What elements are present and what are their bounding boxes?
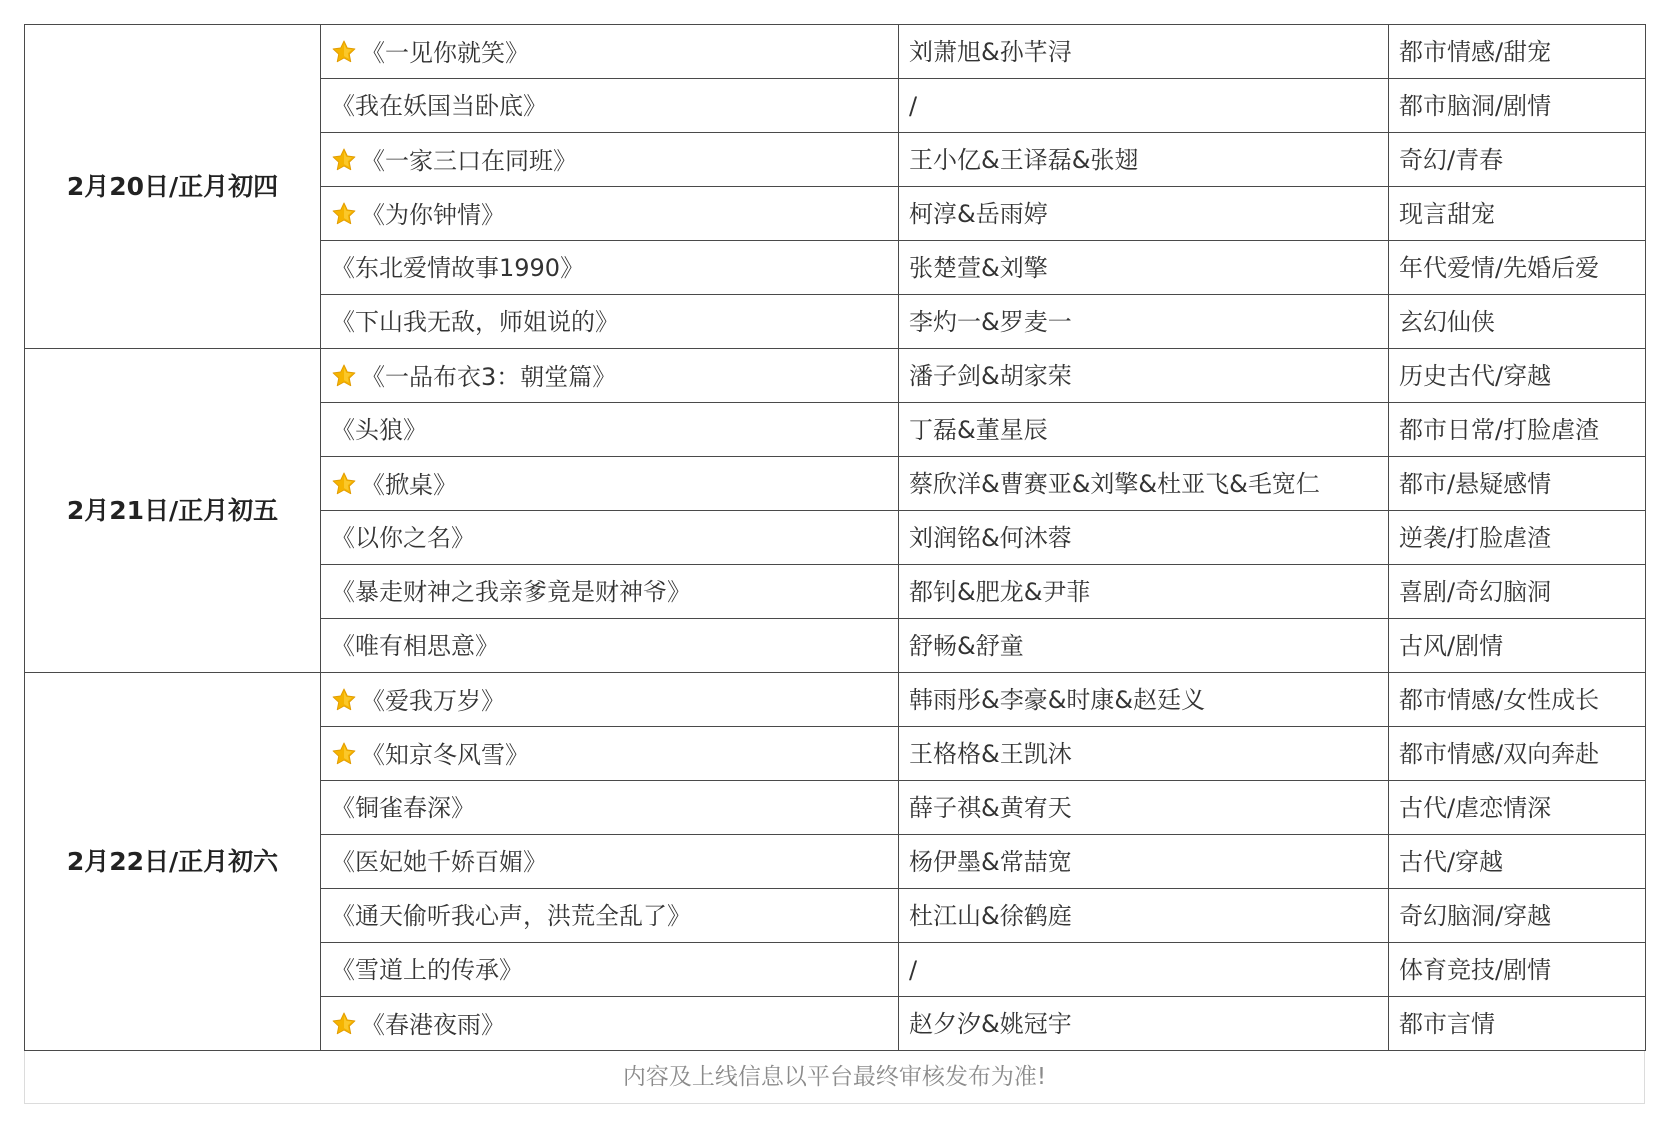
date-cell: 2月20日/正月初四 bbox=[25, 25, 321, 349]
cast-cell: 刘萧旭&孙芊浔 bbox=[899, 25, 1389, 79]
cast-cell: / bbox=[899, 943, 1389, 997]
genre-cell: 都市情感/甜宠 bbox=[1389, 25, 1646, 79]
title-text: 《为你钟情》 bbox=[361, 200, 505, 229]
title-text: 《以你之名》 bbox=[331, 523, 475, 552]
genre-cell: 古风/剧情 bbox=[1389, 619, 1646, 673]
star-icon bbox=[331, 201, 357, 227]
title-text: 《暴走财神之我亲爹竟是财神爷》 bbox=[331, 577, 691, 606]
title-text: 《下山我无敌，师姐说的》 bbox=[331, 307, 619, 336]
title-cell bbox=[321, 673, 899, 727]
title-cell bbox=[321, 619, 899, 673]
title-text: 《头狼》 bbox=[331, 415, 427, 444]
genre-cell: 历史古代/穿越 bbox=[1389, 349, 1646, 403]
title-text: 《我在妖国当卧底》 bbox=[331, 91, 547, 120]
cast-cell: / bbox=[899, 79, 1389, 133]
title-cell bbox=[321, 889, 899, 943]
title-cell bbox=[321, 295, 899, 349]
star-icon bbox=[331, 147, 357, 173]
genre-cell: 玄幻仙侠 bbox=[1389, 295, 1646, 349]
genre-cell: 体育竞技/剧情 bbox=[1389, 943, 1646, 997]
genre-cell: 都市/悬疑感情 bbox=[1389, 457, 1646, 511]
cast-cell: 韩雨彤&李豪&时康&赵廷义 bbox=[899, 673, 1389, 727]
genre-cell: 都市情感/双向奔赴 bbox=[1389, 727, 1646, 781]
footer-note: 内容及上线信息以平台最终审核发布为准! bbox=[24, 1051, 1645, 1104]
cast-cell: 蔡欣洋&曹赛亚&刘擎&杜亚飞&毛宽仁 bbox=[899, 457, 1389, 511]
genre-cell: 逆袭/打脸虐渣 bbox=[1389, 511, 1646, 565]
title-cell bbox=[321, 781, 899, 835]
genre-cell: 奇幻脑洞/穿越 bbox=[1389, 889, 1646, 943]
title-text: 《一见你就笑》 bbox=[361, 38, 529, 67]
title-text: 《唯有相思意》 bbox=[331, 631, 499, 660]
title-text: 《一品布衣3：朝堂篇》 bbox=[361, 362, 617, 391]
star-icon bbox=[331, 741, 357, 767]
title-text: 《爱我万岁》 bbox=[361, 686, 505, 715]
table-row bbox=[25, 349, 1646, 403]
cast-cell: 王格格&王凯沐 bbox=[899, 727, 1389, 781]
cast-cell: 杜江山&徐鹤庭 bbox=[899, 889, 1389, 943]
cast-cell: 都钊&肥龙&尹菲 bbox=[899, 565, 1389, 619]
title-cell bbox=[321, 187, 899, 241]
star-icon bbox=[331, 687, 357, 713]
cast-cell: 杨伊墨&常喆宽 bbox=[899, 835, 1389, 889]
cast-cell: 薛子祺&黄宥天 bbox=[899, 781, 1389, 835]
title-text: 《知京冬风雪》 bbox=[361, 740, 529, 769]
genre-cell: 都市言情 bbox=[1389, 997, 1646, 1051]
title-text: 《雪道上的传承》 bbox=[331, 955, 523, 984]
genre-cell: 都市情感/女性成长 bbox=[1389, 673, 1646, 727]
cast-cell: 赵夕汐&姚冠宇 bbox=[899, 997, 1389, 1051]
genre-cell: 古代/穿越 bbox=[1389, 835, 1646, 889]
title-cell bbox=[321, 349, 899, 403]
star-icon bbox=[331, 363, 357, 389]
title-text: 《掀桌》 bbox=[361, 470, 457, 499]
title-text: 《东北爱情故事1990》 bbox=[331, 253, 585, 282]
title-cell bbox=[321, 835, 899, 889]
date-cell: 2月22日/正月初六 bbox=[25, 673, 321, 1051]
title-cell bbox=[321, 565, 899, 619]
title-text: 《春港夜雨》 bbox=[361, 1010, 505, 1039]
date-cell: 2月21日/正月初五 bbox=[25, 349, 321, 673]
cast-cell: 刘润铭&何沐蓉 bbox=[899, 511, 1389, 565]
schedule-table bbox=[24, 24, 1646, 1051]
title-text: 《一家三口在同班》 bbox=[361, 146, 577, 175]
title-cell bbox=[321, 727, 899, 781]
cast-cell: 张楚萱&刘擎 bbox=[899, 241, 1389, 295]
star-icon bbox=[331, 1011, 357, 1037]
genre-cell: 奇幻/青春 bbox=[1389, 133, 1646, 187]
title-text: 《通天偷听我心声，洪荒全乱了》 bbox=[331, 901, 691, 930]
title-cell bbox=[321, 403, 899, 457]
genre-cell: 现言甜宠 bbox=[1389, 187, 1646, 241]
title-cell bbox=[321, 511, 899, 565]
title-cell bbox=[321, 25, 899, 79]
cast-cell: 舒畅&舒童 bbox=[899, 619, 1389, 673]
title-text: 《铜雀春深》 bbox=[331, 793, 475, 822]
title-cell bbox=[321, 79, 899, 133]
table-row bbox=[25, 673, 1646, 727]
cast-cell: 潘子剑&胡家荣 bbox=[899, 349, 1389, 403]
schedule-body bbox=[25, 25, 1646, 1051]
genre-cell: 喜剧/奇幻脑洞 bbox=[1389, 565, 1646, 619]
title-cell bbox=[321, 943, 899, 997]
title-cell bbox=[321, 997, 899, 1051]
title-cell bbox=[321, 241, 899, 295]
star-icon bbox=[331, 39, 357, 65]
genre-cell: 都市日常/打脸虐渣 bbox=[1389, 403, 1646, 457]
star-icon bbox=[331, 471, 357, 497]
title-cell bbox=[321, 457, 899, 511]
table-row bbox=[25, 25, 1646, 79]
cast-cell: 丁磊&董星辰 bbox=[899, 403, 1389, 457]
cast-cell: 李灼一&罗麦一 bbox=[899, 295, 1389, 349]
title-text: 《医妃她千娇百媚》 bbox=[331, 847, 547, 876]
genre-cell: 都市脑洞/剧情 bbox=[1389, 79, 1646, 133]
genre-cell: 古代/虐恋情深 bbox=[1389, 781, 1646, 835]
cast-cell: 王小亿&王译磊&张翅 bbox=[899, 133, 1389, 187]
genre-cell: 年代爱情/先婚后爱 bbox=[1389, 241, 1646, 295]
cast-cell: 柯淳&岳雨婷 bbox=[899, 187, 1389, 241]
title-cell bbox=[321, 133, 899, 187]
